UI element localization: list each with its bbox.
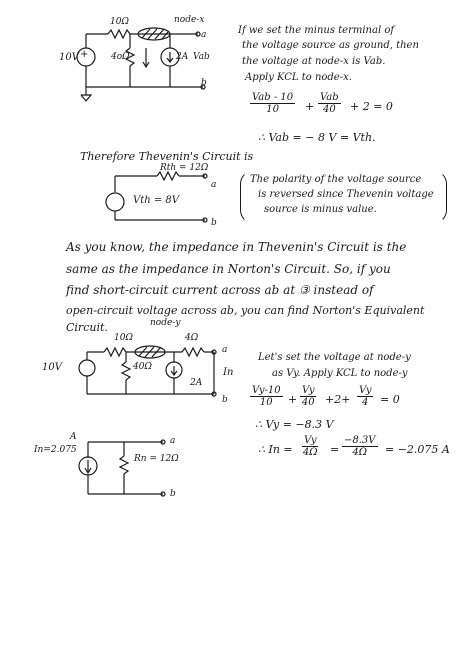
s5-a-label: A	[70, 432, 77, 442]
s4-eq1-frac1: $\frac{Vy-10}{10}$	[252, 385, 281, 408]
c2-r3-label: 4Ω	[185, 333, 199, 343]
s2-vth: Vth = 8V	[133, 195, 180, 206]
s2-heading: Therefore Thevenin's Circuit is	[80, 150, 254, 163]
c2-r1-label: 10Ω	[114, 333, 133, 343]
c1-source-label: 10V	[59, 52, 79, 63]
c1-r2-label: 4oΩ	[111, 52, 130, 62]
s4-eq1-frac3: $\frac{Vy}{4}$	[359, 385, 372, 408]
s4-eq1-frac2: $\frac{Vy}{40}$	[301, 385, 315, 408]
c2-in-label: In	[223, 367, 234, 378]
c1-term-b: b	[201, 78, 207, 88]
s4-eq1-mid: +2+	[325, 393, 351, 406]
c1-isrc-label: 2A	[176, 52, 189, 62]
c1-r1-label: 10Ω	[110, 17, 129, 27]
c2-node-label: node-y	[150, 318, 181, 328]
s1-eq1-frac1: Vab - 10 10	[252, 92, 294, 115]
s2-note-3: source is minus value.	[264, 204, 377, 215]
c2-r2-label: 40Ω	[133, 362, 152, 372]
c1-term-a: a	[201, 30, 207, 40]
s3-line-5: Circuit.	[66, 321, 108, 334]
s1-eq2: ∴ Vab = − 8 V = Vth.	[258, 131, 376, 144]
s4-line-1: Let's set the voltage at node-y	[258, 352, 411, 363]
s3-line-4: open-circuit voltage across ab, you can find Norton's Equivalent	[66, 304, 425, 317]
s4-eq3-lead: ∴ In =	[258, 443, 293, 456]
s5-rn-label: Rn = 12Ω	[134, 454, 179, 464]
c2-term-a: a	[222, 345, 228, 355]
c1-node-label: node-x	[174, 15, 205, 25]
s1-eq1-frac2: Vab 40	[320, 92, 339, 115]
s4-eq3-frac1: $\frac{Vy}{4\Omega}$	[302, 435, 318, 458]
s1-eq1-plus: +	[305, 100, 315, 113]
c2-source-label: 10V	[42, 362, 62, 373]
s4-line-2: as Vy. Apply KCL to node-y	[272, 368, 408, 379]
s1-line-1: If we set the minus terminal of	[238, 25, 395, 36]
s1-line-2: the voltage source as ground, then	[242, 40, 419, 51]
s1-line-3: the voltage at node-x is Vab.	[242, 56, 386, 67]
s4-eq3-rest: = −2.075 A	[385, 443, 450, 456]
s3-line-2: same as the impedance in Norton's Circuit. So, if you	[66, 262, 391, 276]
s1-eq1-rest: + 2 = 0	[350, 100, 393, 113]
s4-eq3-eq: =	[330, 443, 340, 456]
s2-rth: Rth = 12Ω	[160, 163, 209, 173]
s2-note-1: The polarity of the voltage source	[250, 174, 422, 185]
s4-eq2: ∴ Vy = −8.3 V	[255, 418, 334, 431]
c2-isrc-label: 2A	[190, 378, 203, 388]
s2-note-2: is reversed since Thevenin voltage	[258, 189, 434, 200]
s5-term-b: b	[170, 489, 176, 499]
s4-eq3-frac2: $\frac{-8.3V}{4\Omega}$	[344, 435, 376, 458]
s3-line-1: As you know, the impedance in Thevenin's Circuit is the	[66, 240, 407, 254]
s5-term-a: a	[170, 436, 176, 446]
s1-line-4: Apply KCL to node-x.	[245, 72, 352, 83]
c2-term-b: b	[222, 395, 228, 405]
c1-vab-label: Vab	[193, 52, 210, 62]
s4-eq1-rest: = 0	[380, 393, 400, 406]
s5-in-label: In=2.075	[34, 445, 77, 455]
s2-term-b: b	[211, 218, 217, 228]
s2-term-a: a	[211, 180, 217, 190]
s3-line-3: find short-circuit current across ab at ③ instead of	[66, 283, 374, 297]
c1-plus-label: +	[80, 49, 89, 60]
s4-eq1-p1: +	[288, 393, 298, 406]
